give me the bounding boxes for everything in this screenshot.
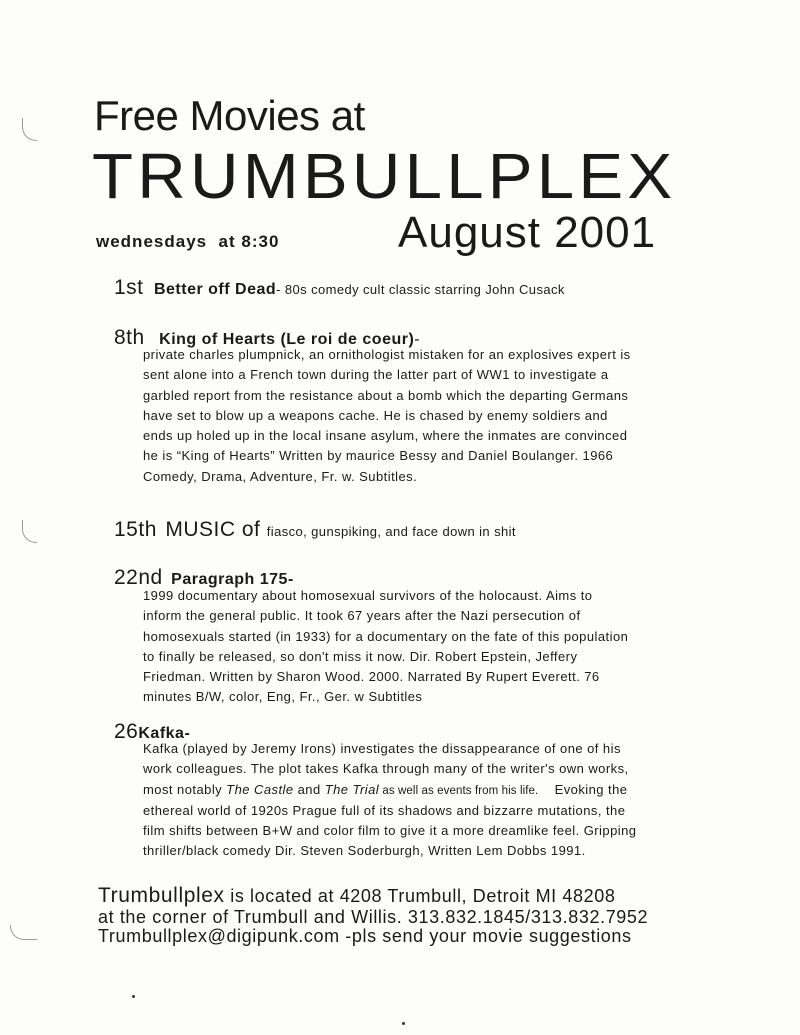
movie-day: 8th (114, 326, 145, 349)
movie-title: King of Hearts (Le roi de coeur) (159, 331, 415, 348)
book-title-castle: The Castle (226, 781, 294, 797)
description-line: ends up holed up in the local insane asylum, where the inmates are convinced (143, 428, 628, 444)
text-fragment: and (293, 781, 325, 797)
header-line-1: Free Movies at (94, 92, 365, 139)
description-line: minutes B/W, color, Eng, Fr., Ger. w Subtitles (143, 689, 423, 705)
schedule-text: wednesdays at 8:30 (96, 232, 280, 251)
movie-entry-3 (114, 518, 516, 542)
description-line: to finally be released, so don't miss it now. Dir. Robert Epstein, Jeffery (143, 648, 578, 664)
description-line: inform the general public. It took 67 years after the Nazi persecution of (143, 608, 581, 624)
description-line: film shifts between B+W and color film to give it a more dreamlike feel. Gripping (143, 823, 637, 839)
movie-day: 1st (114, 276, 144, 299)
movie-description: fiasco, gunspiking, and face down in shit (266, 524, 516, 539)
movie-day: 22nd (114, 566, 163, 589)
movie-title: Paragraph 175- (171, 571, 294, 588)
binder-hole-mark-middle (22, 520, 37, 543)
footer-line-1 (98, 884, 615, 908)
venue-name: Trumbullplex (98, 884, 225, 907)
movie-title: Kafka- (138, 725, 191, 742)
description-line: private charles plumpnick, an ornithologist mistaken for an explosives expert is (143, 347, 631, 362)
speck (132, 995, 135, 998)
binder-hole-mark-bottom (10, 925, 37, 940)
movie-title-dash: - (414, 331, 421, 348)
speck (402, 1022, 405, 1025)
description-line: garbled report from the resistance about a bomb which the departing Germans (143, 387, 629, 403)
description-line: work colleagues. The plot takes Kafka through many of the writer's own works, (143, 761, 629, 777)
text-fragment: as well as events from his life. (379, 784, 539, 797)
description-line (143, 780, 723, 801)
movie-description-4 (143, 586, 723, 708)
movie-description-5 (143, 739, 723, 862)
description-line: homosexuals started (in 1933) for a documentary on the fate of this population (143, 628, 629, 644)
description-line: sent alone into a French town during the latter part of WW1 to investigate a (143, 367, 609, 383)
movie-description: - 80s comedy cult classic starring John Cusack (276, 282, 565, 297)
month-text: August 2001 (398, 208, 657, 257)
movie-title: Better off Dead (153, 281, 277, 298)
description-line: he is “King of Hearts” Written by maurice Bessy and Daniel Boulanger. 1966 (143, 448, 614, 464)
description-line: have set to blow up a weapons cache. He is chased by enemy soldiers and (143, 407, 608, 423)
footer-line-2: at the corner of Trumbull and Willis. 313.832.1845/313.832.7952 (98, 907, 649, 927)
movie-title: MUSIC of (165, 518, 261, 541)
movie-entry-1 (114, 276, 565, 300)
text-fragment: most notably (143, 781, 227, 797)
header-title: TRUMBULLPLEX (92, 140, 677, 212)
movie-day: 15th (114, 518, 157, 541)
binder-hole-mark-top (22, 118, 37, 141)
movie-description-2 (143, 345, 723, 487)
book-title-trial: The Trial (324, 781, 380, 797)
description-line: 1999 documentary about homosexual survivors of the holocaust. Aims to (143, 588, 593, 603)
description-line: Comedy, Drama, Adventure, Fr. w. Subtitles. (143, 468, 418, 484)
description-line: Kafka (played by Jeremy Irons) investigates the dissappearance of one of his (143, 741, 621, 756)
movie-day: 26 (114, 720, 139, 743)
description-line: Friedman. Written by Sharon Wood. 2000. Narrated By Rupert Everett. 76 (143, 669, 600, 685)
description-line: ethereal world of 1920s Prague full of its shadows and bizzarre mutations, the (143, 802, 626, 818)
footer-line-3: Trumbullplex@digipunk.com -pls send your movie suggestions (98, 926, 632, 946)
description-line: thriller/black comedy Dir. Steven Soderburgh, Written Lem Dobbs 1991. (143, 843, 586, 859)
text-fragment: Evoking the (538, 781, 628, 797)
venue-address: is located at 4208 Trumbull, Detroit MI 48208 (224, 886, 616, 906)
